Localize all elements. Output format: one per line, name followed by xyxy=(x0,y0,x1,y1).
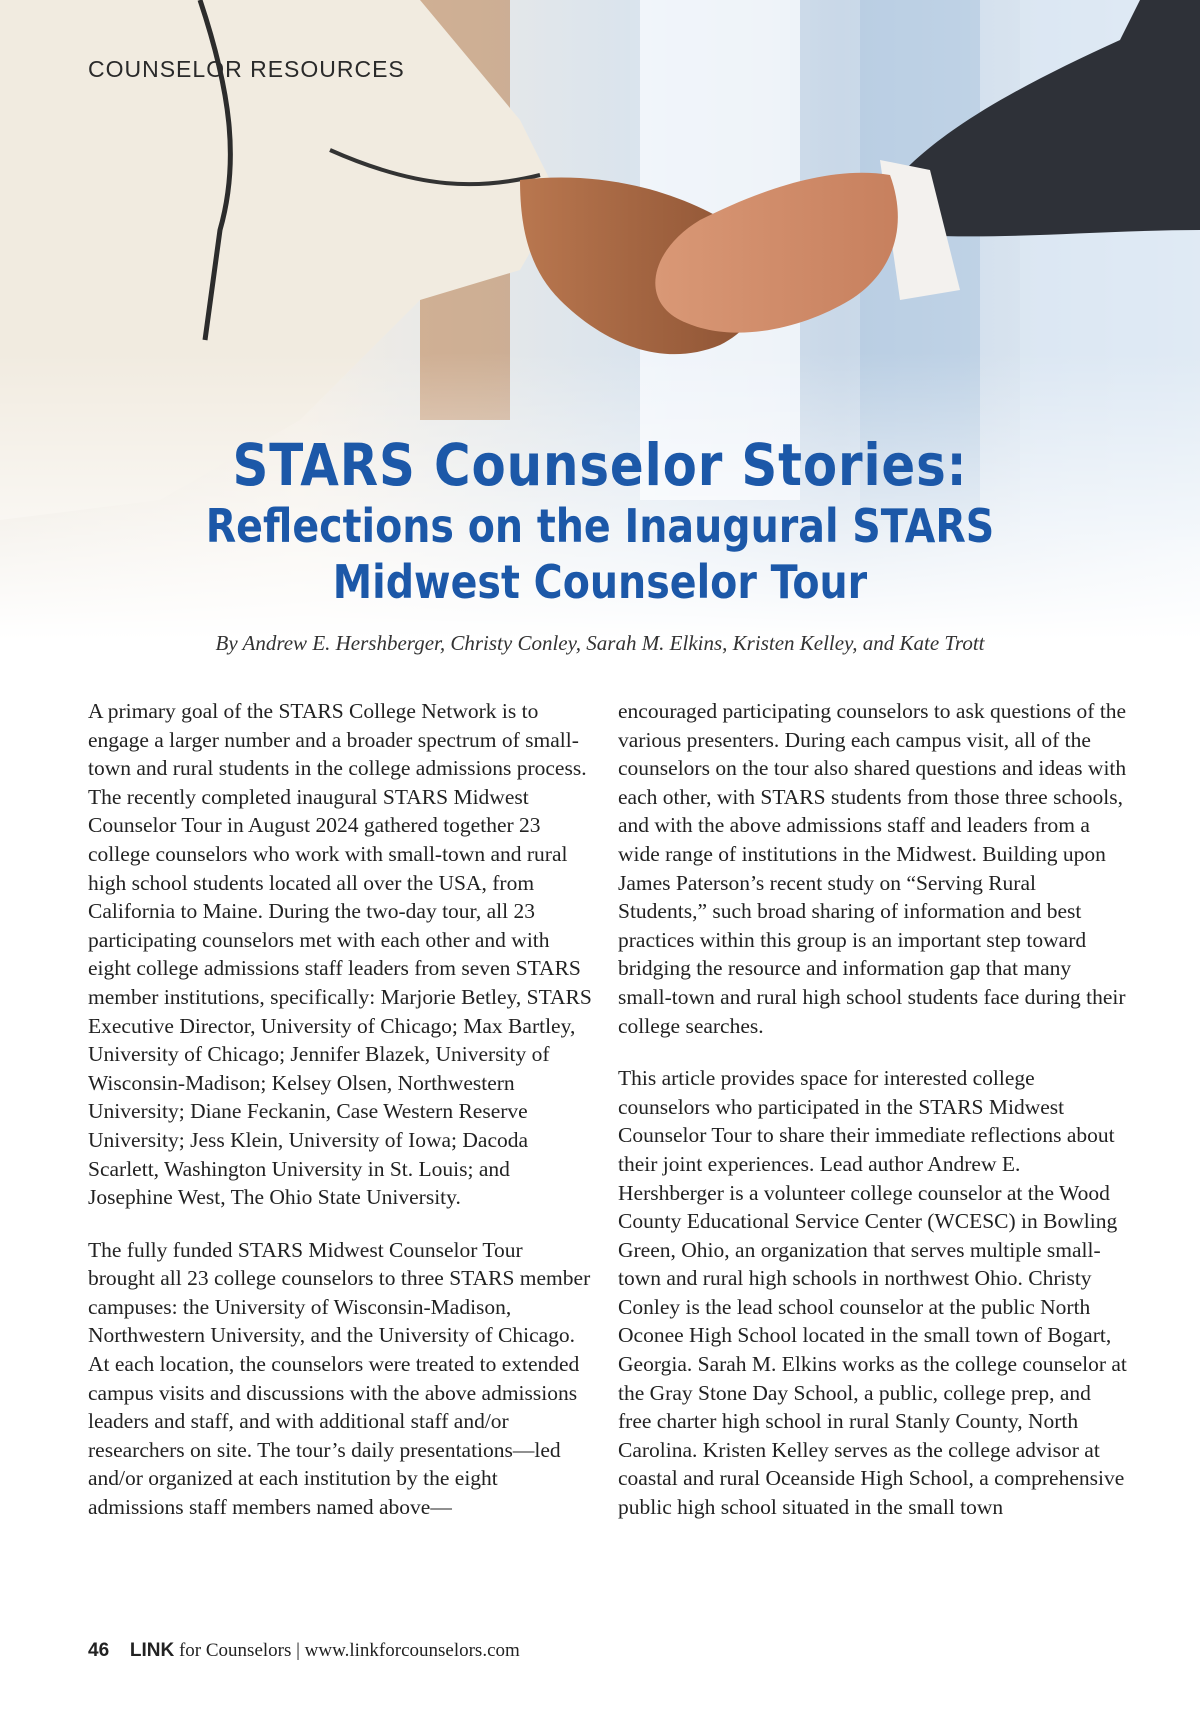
paragraph: A primary goal of the STARS College Network is to engage a larger number and a broader spectrum of small-town and rural students in the college admissions process. The recently completed inaugural STARS Midwest Counselor Tour in August 2024 gathered together 23 college counselors who work with small-town and rural high school students located all over the USA, from California to Maine. During the two-day tour, all 23 participating counselors met with each other and with eight college admissions staff leaders from seven STARS member institutions, specifically: Marjorie Betley, STARS Executive Director, University of Chicago; Max Bartley, University of Chicago; Jennifer Blazek, University of Wisconsin-Madison; Kelsey Olsen, Northwestern University; Diane Feckanin, Case Western Reserve University; Jess Klein, University of Iowa; Dacoda Scarlett, Washington University in St. Louis; and Josephine West, The Ohio State University. xyxy=(88,699,592,1210)
title-line-2: Reflections on the Inaugural STARS xyxy=(205,499,995,553)
page-footer xyxy=(88,1640,520,1662)
title-line-3: Midwest Counselor Tour xyxy=(332,555,868,609)
article-title xyxy=(0,432,1200,610)
section-label: COUNSELOR RESOURCES xyxy=(88,56,405,82)
footer-brand: LINK xyxy=(129,1640,175,1661)
paragraph: The fully funded STARS Midwest Counselor Tour brought all 23 college counselors to three STARS member campuses: the University of Wisconsin-Madison, Northwestern University, and the University of Chicago. At each location, the counselors were treated to extended campus visits and discussions with the above admissions leaders and staff, and with additional staff and/or researchers on site. The tour’s daily presentations—led and/or organized at each institution by the eight admissions staff members named above— xyxy=(88,1237,591,1520)
footer-text: for Counselors | www.linkforcounselors.com xyxy=(178,1640,520,1661)
paragraph: encouraged participating counselors to ask questions of the various presenters. During each campus visit, all of the counselors on the tour also shared questions and ideas with each other, with STARS students from those three schools, and with the above admissions staff and leaders from a wide range of institutions in the Midwest. Building upon James Paterson’s recent study on “Serving Rural Students,” such broad sharing of information and best practices within this group is an important step toward bridging the resource and information gap that many small-town and rural high school students face during their college searches. xyxy=(618,699,1127,1038)
right-column xyxy=(618,697,1128,1546)
paragraph: This article provides space for interested college counselors who participated in the STARS Midwest Counselor Tour to share their immediate reflections about their joint experiences. Lead author Andrew E. Hershberger is a volunteer college counselor at the Wood County Educational Service Center (WCESC) in Bowling Green, Ohio, an organization that serves multiple small-town and rural high schools in northwest Ohio. Christy Conley is the lead school counselor at the public North Oconee High School located in the small town of Bogart, Georgia. Sarah M. Elkins works as the college counselor at the Gray Stone Day School, a public, college prep, and free charter high school in rural Stanly County, North Carolina. Kristen Kelley serves as the college advisor at coastal and rural Oceanside High School, a comprehensive public high school situated in the small town xyxy=(618,1066,1127,1520)
title-line-1: STARS Counselor Stories: xyxy=(232,431,968,499)
byline: By Andrew E. Hershberger, Christy Conley, Sarah M. Elkins, Kristen Kelley, and Kate Trott xyxy=(215,631,985,655)
page-number: 46 xyxy=(88,1640,110,1661)
left-column xyxy=(88,697,593,1546)
